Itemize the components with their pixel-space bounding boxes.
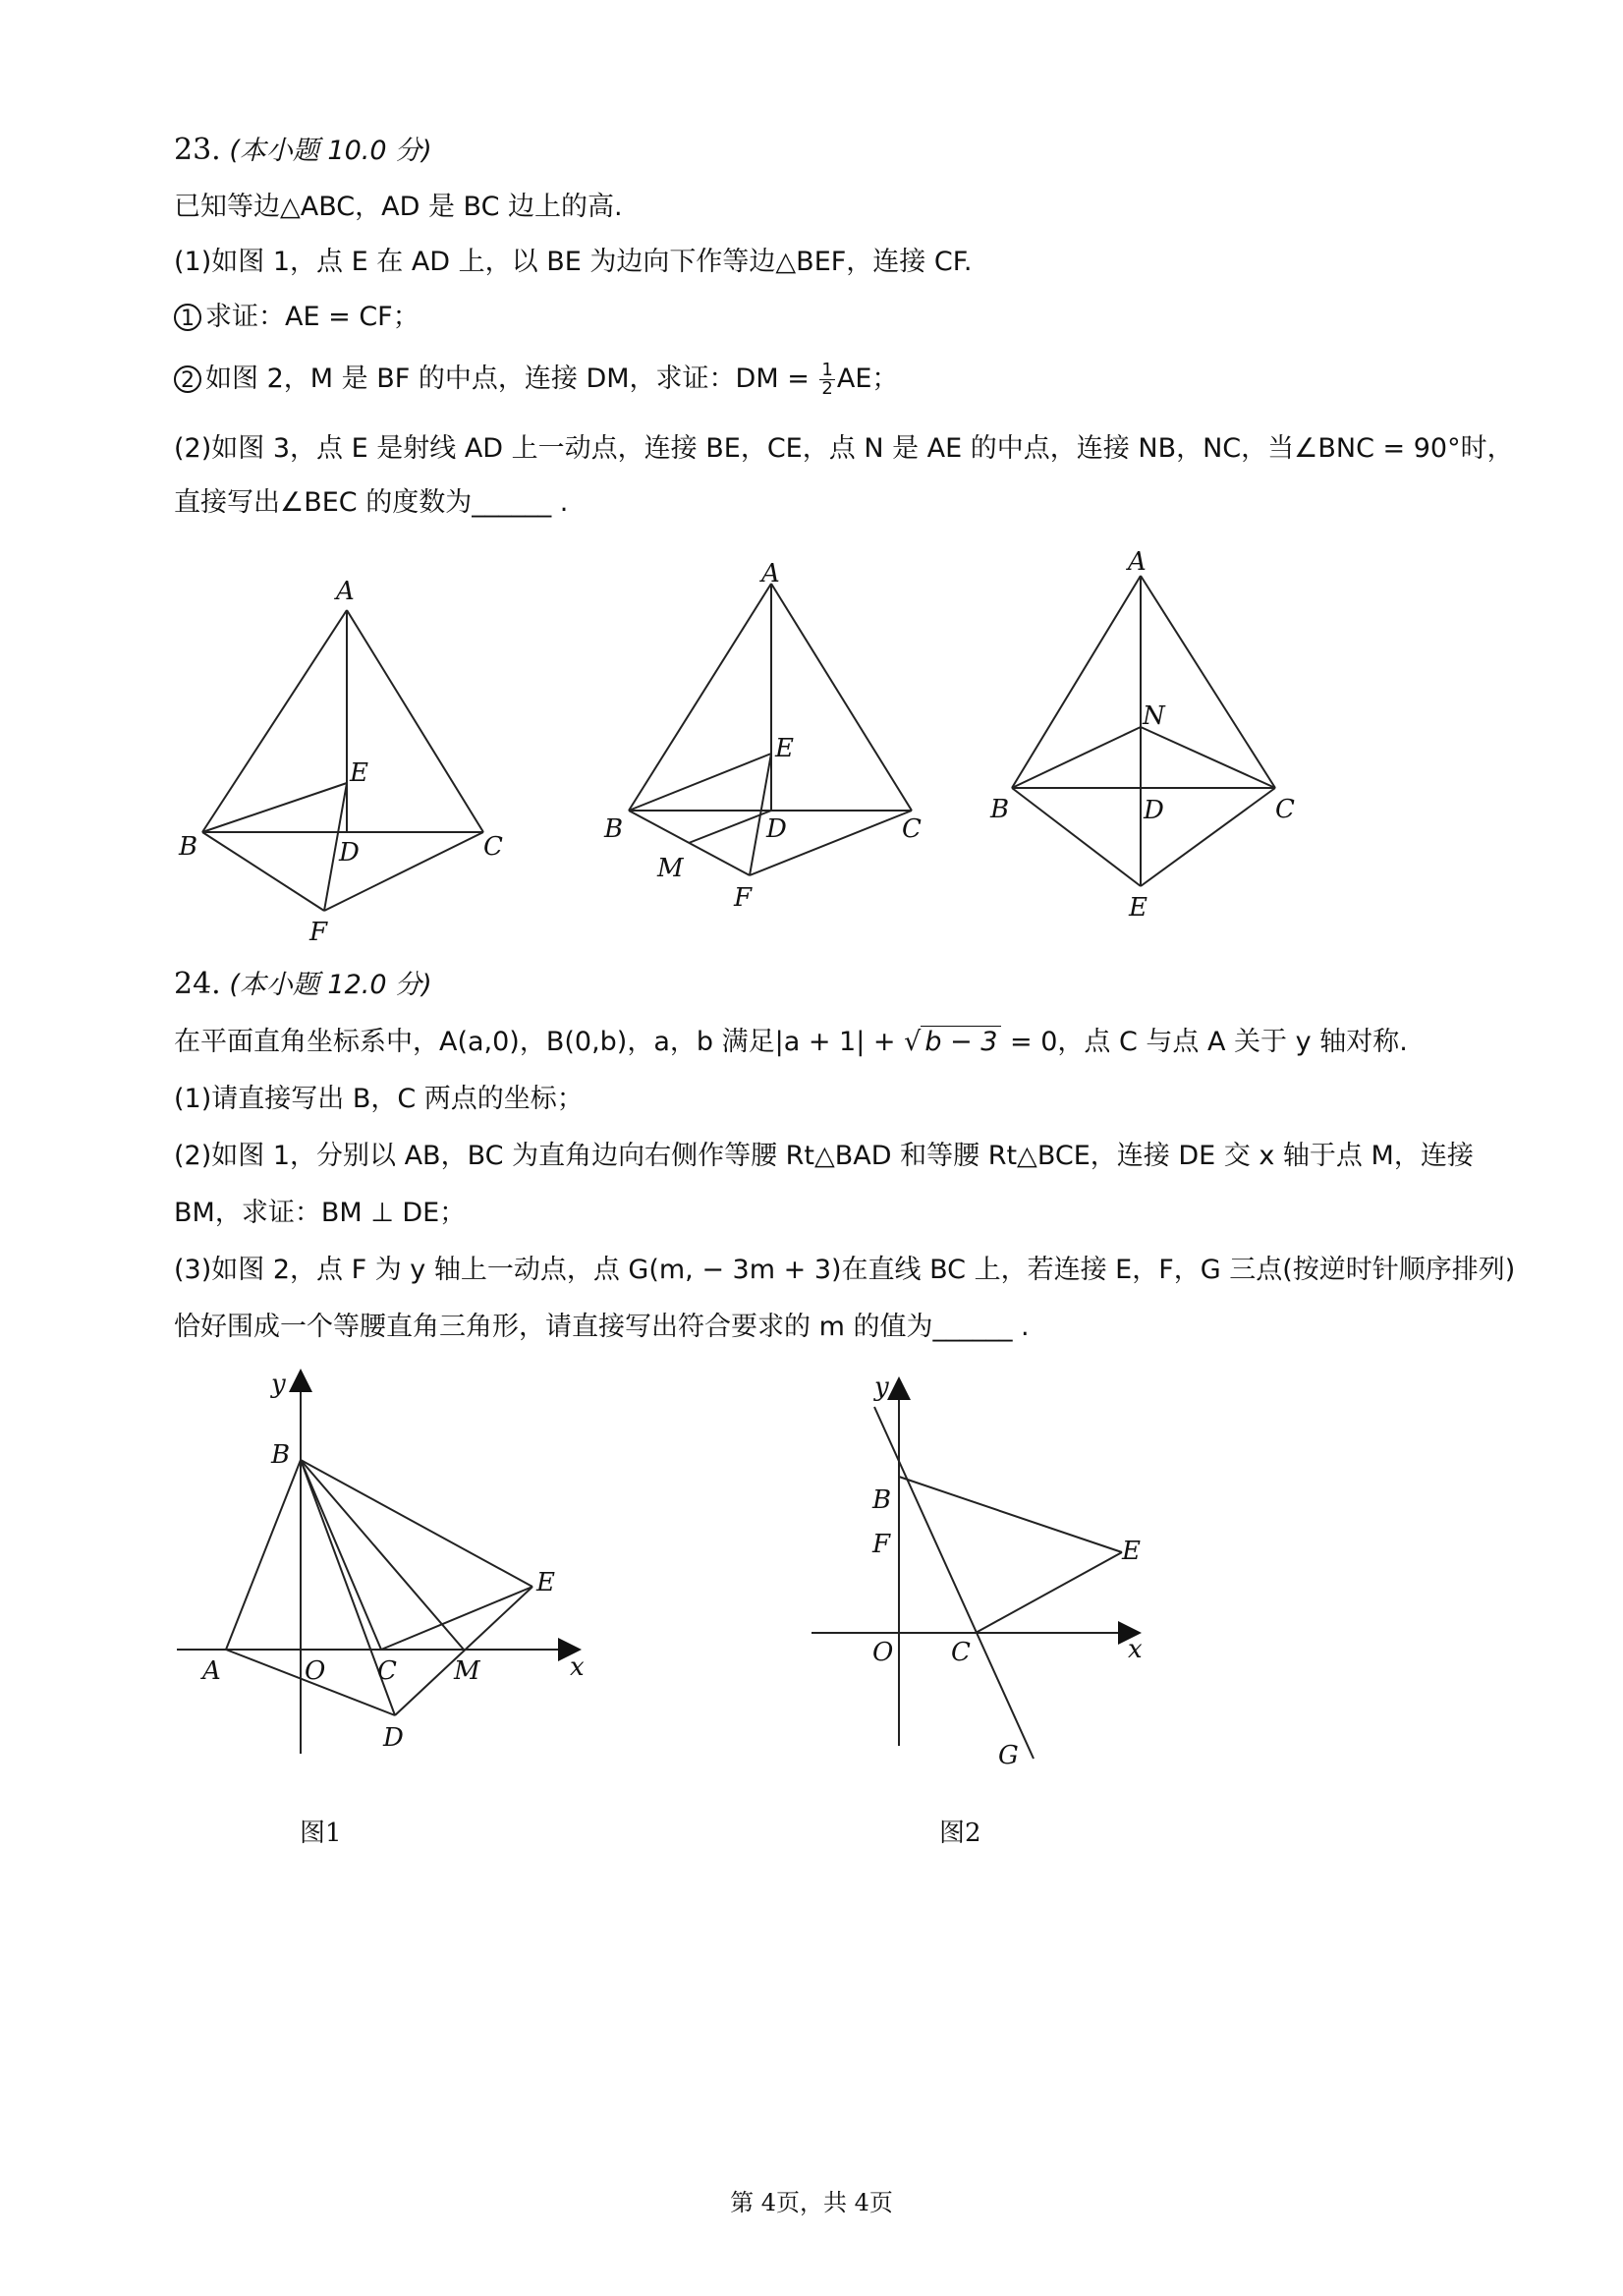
segment-ab — [202, 610, 347, 832]
q23-figure-1 — [167, 570, 521, 953]
segment-be — [1012, 788, 1141, 886]
q23-figure-3 — [982, 540, 1316, 933]
q23-part2-line1: (2)如图 3，点 E 是射线 AD 上一动点，连接 BE，CE，点 N 是 AE 的中点，连接 NB，NC，当∠BNC = 90°时， — [174, 433, 1514, 464]
segment-ab — [629, 584, 771, 811]
segment-ce — [976, 1552, 1122, 1633]
q23-sub1-text: 求证：AE = CF； — [205, 302, 420, 332]
label-x: x — [1128, 1635, 1143, 1664]
label-d: D — [383, 1723, 404, 1753]
label-m: M — [454, 1656, 480, 1686]
q23-stem: 已知等边△ABC，AD 是 BC 边上的高. — [174, 192, 623, 222]
label-c: C — [1275, 795, 1295, 824]
label-y: y — [271, 1370, 286, 1399]
q23-sub2-tail: AE； — [836, 364, 899, 394]
q23-part1: (1)如图 1，点 E 在 AD 上，以 BE 为边向下作等边△BEF，连接 CF. — [174, 247, 973, 277]
label-f: F — [309, 918, 328, 947]
label-a: A — [336, 577, 355, 606]
q24-part2-line1: (2)如图 1，分别以 AB，BC 为直角边向右侧作等腰 Rt△BAD 和等腰 Rt△BCE，连接 DE 交 x 轴于点 M，连接 — [174, 1141, 1474, 1171]
label-c: C — [951, 1638, 971, 1667]
figure-caption: 图1 — [300, 1819, 342, 1848]
segment-bf — [202, 832, 324, 911]
label-g: G — [998, 1741, 1019, 1770]
figure-caption: 图2 — [939, 1819, 981, 1848]
segment-ab — [226, 1460, 301, 1650]
label-d: D — [339, 838, 360, 868]
label-e: E — [1122, 1537, 1141, 1566]
q23-part2-line2: 直接写出∠BEC 的度数为______ . — [174, 487, 569, 518]
label-b: B — [872, 1485, 892, 1515]
q24-header — [174, 968, 432, 1002]
q24-figure-2 — [796, 1361, 1208, 1872]
q23-score: (本小题 10.0 分) — [229, 136, 432, 166]
q24-stem-text: 在平面直角坐标系中，A(a,0)，B(0,b)，a，b 满足|a + 1| + — [174, 1027, 896, 1057]
q23-sub2 — [174, 362, 898, 398]
q24-figure-1 — [167, 1361, 609, 1872]
label-a: A — [761, 559, 780, 588]
segment-be — [629, 754, 771, 811]
page-footer: 第 4页，共 4页 — [730, 2189, 893, 2216]
segment-be — [899, 1477, 1122, 1552]
fraction-numerator: 1 — [821, 360, 833, 380]
circled-number-2: 2 — [174, 365, 201, 393]
q24-number: 24. — [174, 967, 221, 1001]
sqrt-radicand: b − 3 — [921, 1026, 1001, 1057]
label-m: M — [657, 854, 684, 883]
segment-be — [202, 783, 347, 832]
segment-bc — [301, 1460, 381, 1650]
label-x: x — [570, 1652, 585, 1682]
q23-header — [174, 134, 432, 168]
q23-sub1 — [174, 301, 420, 334]
label-o: O — [872, 1638, 894, 1667]
q24-part3-line1: (3)如图 2，点 F 为 y 轴上一动点，点 G(m, − 3m + 3)在直线 BC 上，若连接 E，F，G 三点(按逆时针顺序排列) — [174, 1255, 1516, 1285]
label-b: B — [990, 795, 1010, 824]
fraction-one-half — [819, 362, 834, 398]
label-c: C — [377, 1656, 397, 1686]
label-c: C — [902, 814, 922, 844]
label-e: E — [1129, 893, 1147, 923]
label-e: E — [775, 734, 794, 763]
label-b: B — [271, 1440, 291, 1470]
label-f: F — [734, 883, 753, 913]
segment-bm — [301, 1460, 464, 1650]
label-o: O — [305, 1656, 326, 1686]
segment-ac — [1141, 576, 1275, 788]
label-a: A — [202, 1656, 221, 1686]
segment-de — [395, 1587, 532, 1715]
q24-part1: (1)请直接写出 B，C 两点的坐标； — [174, 1084, 584, 1114]
label-a: A — [1128, 547, 1147, 577]
q24-stem: 在平面直角坐标系中，A(a,0)，B(0,b)，a，b 满足|a + 1| + √ b − 3 = 0，点 C 与点 A 关于 y 轴对称. — [174, 1027, 1408, 1057]
label-d: D — [766, 814, 787, 844]
q23-sub2-text: 如图 2，M 是 BF 的中点，连接 DM，求证：DM = — [205, 364, 810, 394]
q24-score: (本小题 12.0 分) — [229, 970, 432, 1000]
fraction-denominator: 2 — [821, 378, 833, 399]
label-c: C — [483, 832, 503, 862]
q24-stem-tail: = 0，点 C 与点 A 关于 y 轴对称. — [1010, 1027, 1408, 1057]
segment-ac — [771, 584, 912, 811]
q23-number: 23. — [174, 133, 221, 167]
q23-figure-2 — [594, 550, 948, 933]
label-n: N — [1143, 701, 1165, 731]
circled-number-1: 1 — [174, 304, 201, 331]
segment-ac — [347, 610, 483, 832]
label-b: B — [179, 832, 198, 862]
q24-part3-line2: 恰好围成一个等腰直角三角形，请直接写出符合要求的 m 的值为______ . — [174, 1312, 1030, 1342]
label-y: y — [874, 1372, 889, 1402]
label-f: F — [872, 1530, 891, 1559]
label-e: E — [350, 758, 368, 788]
segment-ab — [1012, 576, 1141, 788]
label-b: B — [604, 814, 624, 844]
q24-part2-line2: BM，求证：BM ⊥ DE； — [174, 1198, 467, 1228]
label-e: E — [536, 1568, 555, 1597]
label-d: D — [1144, 796, 1164, 825]
segment-be — [301, 1460, 532, 1587]
